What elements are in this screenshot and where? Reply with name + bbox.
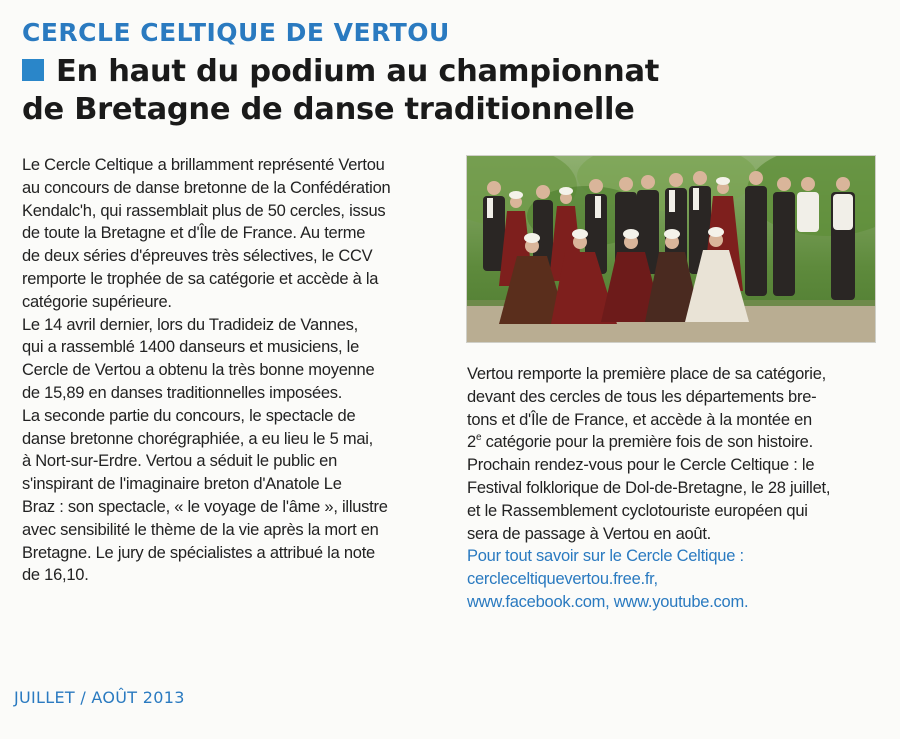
social-links[interactable]: www.facebook.com, www.youtube.com. [467,592,749,611]
paragraph-line: de toute la Bretagne et d'Île de France. Au terme [22,224,366,243]
ordinal-number: 2 [467,433,476,452]
paragraph-line: Le 14 avril dernier, lors du Tradideiz de Vannes, [22,315,358,334]
group-photo [466,155,876,343]
paragraph-line: danse bretonne chorégraphiée, a eu lieu le 5 mai, [22,429,373,448]
paragraph-line: sera de passage à Vertou en août. [467,524,712,543]
paragraph-line: de deux séries d'épreuves très sélectives, le CCV [22,247,373,266]
paragraph-line: Le Cercle Celtique a brillamment représenté Vertou [22,156,385,174]
section-kicker: CERCLE CELTIQUE DE VERTOU [22,18,450,47]
group-photo-icon [467,156,875,342]
paragraph-line [467,431,887,454]
paragraph-line-rest: catégorie pour la première fois de son histoire. [481,433,813,452]
headline-line-1 [22,53,882,91]
paragraph-line: Prochain rendez-vous pour le Cercle Celtique : le [467,456,815,475]
paragraph-line: catégorie supérieure. [22,292,172,311]
article-right-column [467,363,887,614]
paragraph-line: et le Rassemblement cyclotouriste européen qui [467,501,808,520]
paragraph-line: qui a rassemblé 1400 danseurs et musiciens, le [22,338,360,357]
paragraph-line: de 15,89 en danses traditionnelles imposées. [22,383,343,402]
square-bullet-icon [22,59,44,81]
paragraph-line: au concours de danse bretonne de la Confédération [22,178,391,197]
paragraph-line: Braz : son spectacle, « le voyage de l'âme », illustre [22,497,388,516]
paragraph-line: Cercle de Vertou a obtenu la très bonne moyenne [22,361,375,380]
paragraph-line: avec sensibilité le thème de la vie après la mort en [22,520,379,539]
paragraph-line: Vertou remporte la première place de sa catégorie, [467,365,826,383]
headline-text-1: En haut du podium au championnat [56,54,660,89]
paragraph-line: Festival folklorique de Dol-de-Bretagne, le 28 juillet, [467,478,831,497]
paragraph-line: La seconde partie du concours, le spectacle de [22,406,356,425]
headline-line-2: de Bretagne de danse traditionnelle [22,92,635,127]
paragraph-line: remporte le trophée de sa catégorie et accède à la [22,269,379,288]
website-link[interactable]: cercleceltiquevertou.free.fr, [467,570,658,589]
issue-footer: JUILLET / AOÛT 2013 [14,688,185,707]
paragraph-line: Kendalc'h, qui rassemblait plus de 50 cercles, issus [22,201,386,220]
article-headline [22,53,882,129]
links-intro: Pour tout savoir sur le Cercle Celtique : [467,547,744,566]
paragraph-line: à Nort-sur-Erdre. Vertou a séduit le public en [22,452,337,471]
paragraph-line: de 16,10. [22,566,89,585]
paragraph-line: Bretagne. Le jury de spécialistes a attribué la note [22,543,375,562]
ordinal-suffix: e [475,432,482,444]
paragraph-line: tons et d'Île de France, et accède à la montée en [467,410,812,429]
paragraph-line: devant des cercles de tous les départements bre- [467,387,817,406]
paragraph-line: s'inspirant de l'imaginaire breton d'Anatole Le [22,475,342,494]
article-left-column [22,154,452,587]
